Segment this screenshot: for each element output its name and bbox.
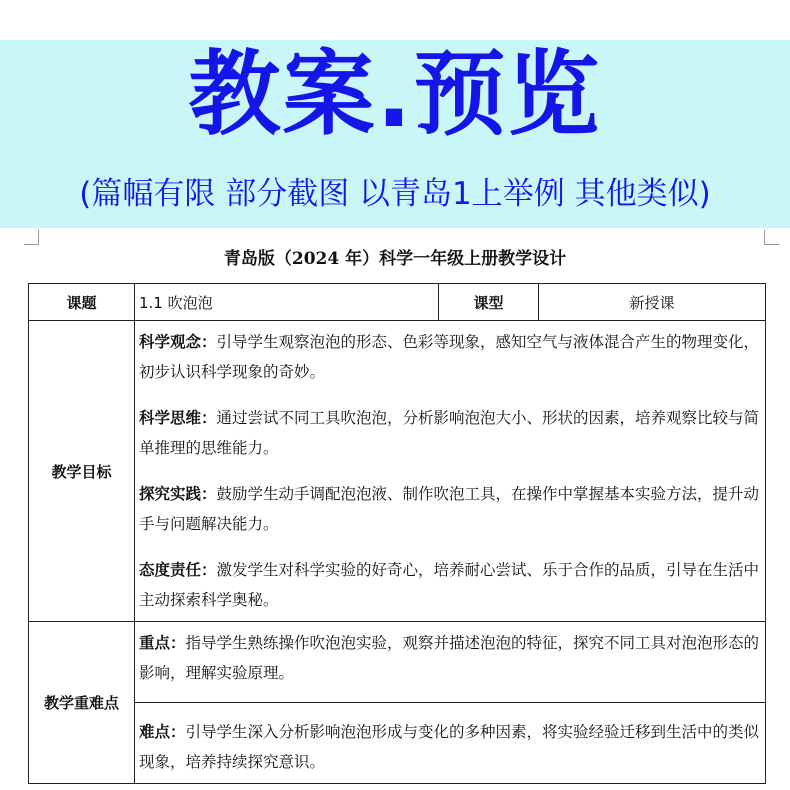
key-point (139, 628, 763, 688)
goal-text: 通过尝试不同工具吹泡泡，分析影响泡泡大小、形状的因素，培养观察比较与简单推理的思维能力。 (139, 409, 760, 457)
keypoints-row (29, 622, 766, 784)
lesson-value: 1.1 吹泡泡 (135, 284, 439, 321)
type-label: 课型 (439, 284, 539, 321)
goal-text: 鼓励学生动手调配泡泡液、制作吹泡工具，在操作中掌握基本实验方法，提升动手与问题解决能力。 (139, 485, 760, 533)
key-point-text: 指导学生熟练操作吹泡泡实验，观察并描述泡泡的特征，探究不同工具对泡泡形态的影响，理解实验原理。 (139, 634, 760, 682)
goal-paragraph (139, 479, 763, 539)
keypoints-content (135, 622, 766, 784)
banner-title: 教案.预览 (188, 41, 602, 148)
goal-heading: 态度责任： (139, 561, 217, 579)
goal-paragraph (139, 403, 763, 463)
difficult-point-text: 引导学生深入分析影响泡泡形成与变化的多种因素，将实验经验迁移到生活中的类似现象，培养持续探究意识。 (139, 723, 760, 771)
banner-subtitle: (篇幅有限 部分截图 以青岛1上举例 其他类似) (79, 176, 711, 212)
key-point-heading: 重点： (139, 634, 186, 652)
lesson-info-row (29, 284, 766, 321)
document-title: 青岛版（2024 年）科学一年级上册教学设计 (223, 249, 567, 269)
keypoints-divider (135, 702, 765, 703)
page-corner-mark-right (764, 230, 779, 245)
keypoints-label: 教学重难点 (29, 622, 135, 784)
goals-content (135, 321, 766, 622)
goal-text: 激发学生对科学实验的好奇心，培养耐心尝试、乐于合作的品质，引导在生活中主动探索科学奥秘。 (139, 561, 760, 609)
page-corner-mark-left (24, 230, 39, 245)
goals-row (29, 321, 766, 622)
goal-heading: 科学观念： (139, 333, 217, 351)
goal-paragraph (139, 327, 763, 387)
difficult-point-heading: 难点： (139, 723, 186, 741)
type-value: 新授课 (539, 284, 766, 321)
goal-text: 引导学生观察泡泡的形态、色彩等现象，感知空气与液体混合产生的物理变化，初步认识科学现象的奇妙。 (139, 333, 760, 381)
difficult-point (139, 717, 763, 777)
goals-label: 教学目标 (29, 321, 135, 622)
goal-paragraph (139, 555, 763, 615)
lesson-plan-table (28, 283, 766, 784)
goal-heading: 科学思维： (139, 409, 217, 427)
lesson-label: 课题 (29, 284, 135, 321)
goal-heading: 探究实践： (139, 485, 217, 503)
